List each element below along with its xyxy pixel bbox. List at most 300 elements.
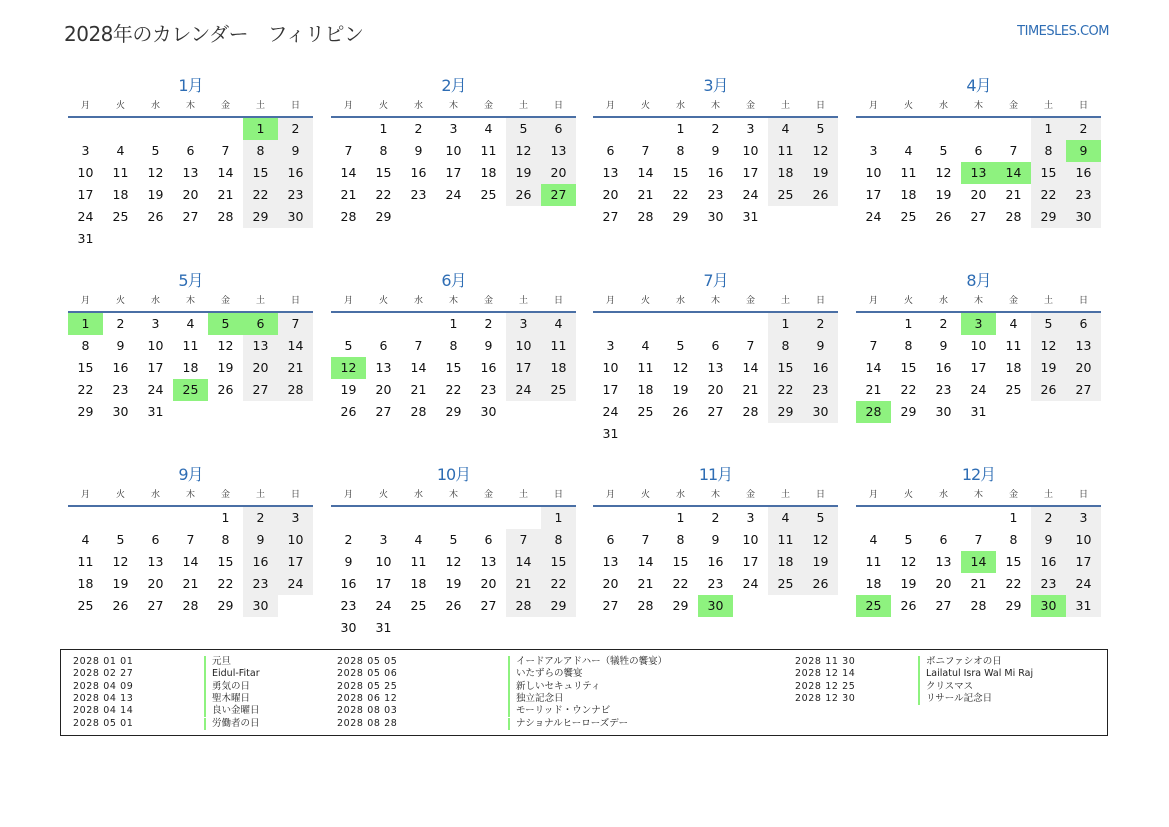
day-cell: 4 [81,532,90,547]
day-cell: 8 [768,335,803,357]
week-row [331,401,576,423]
day-cell: 8 [1009,532,1018,547]
day-cell: 11 [865,554,882,569]
day-cell: 18 [541,357,576,379]
day-cell: 12 [935,165,952,180]
day-cell: 14 [637,165,654,180]
day-cell: 9 [711,532,720,547]
empty-cell [173,507,208,529]
day-cell: 19 [217,360,234,375]
weekday-label: 日 [553,490,563,500]
day-cell: 30 [480,404,497,419]
day-cell: 10 [278,529,313,551]
day-cell: 27 [541,184,576,206]
day-cell: 1 [1009,510,1018,525]
day-cell: 2 [278,118,313,140]
day-cell: 29 [1031,206,1066,228]
day-cell: 21 [506,573,541,595]
day-cell: 17 [742,165,759,180]
weekday-header [68,98,313,118]
empty-cell [173,228,208,250]
day-cell: 25 [768,184,803,206]
day-cell: 17 [375,576,392,591]
day-cell: 27 [935,598,952,613]
week-row [856,529,1101,551]
weekday-label: 火 [115,101,125,111]
weekday-label: 水 [938,296,948,306]
empty-cell [138,228,173,250]
day-cell: 16 [340,576,357,591]
day-cell: 29 [217,598,234,613]
day-cell: 20 [707,382,724,397]
day-cell: 20 [243,357,278,379]
day-cell: 3 [506,313,541,335]
weekday-label: 月 [605,490,615,500]
weekday-label: 土 [1043,490,1053,500]
empty-cell [208,118,243,140]
empty-cell [593,507,628,529]
day-cell: 27 [602,598,619,613]
weekday-label: 火 [115,490,125,500]
holiday-date: 2028 11 30 [795,656,856,667]
day-cell: 4 [116,143,125,158]
day-cell: 1 [541,507,576,529]
day-cell: 29 [375,209,392,224]
day-cell: 7 [641,143,650,158]
day-cell: 21 [1005,187,1022,202]
day-cell: 10 [506,335,541,357]
holiday-date: 2028 12 30 [795,692,856,704]
day-cell: 30 [243,595,278,617]
day-cell: 24 [970,382,987,397]
day-cell: 30 [1066,206,1101,228]
day-cell: 18 [768,162,803,184]
empty-cell [208,401,243,423]
weekday-label: 月 [343,101,353,111]
week-row [856,507,1101,529]
day-cell: 29 [672,598,689,613]
week-row [856,573,1101,595]
day-cell: 17 [77,187,94,202]
site-link[interactable]: TIMESLES.COM [1017,24,1109,39]
empty-cell [331,507,366,529]
weekday-label: 木 [448,490,458,500]
empty-cell [803,206,838,228]
week-row [856,335,1101,357]
day-cell: 8 [676,143,685,158]
day-cell: 14 [506,551,541,573]
day-cell: 21 [278,357,313,379]
day-cell: 16 [1031,551,1066,573]
weekday-label: 日 [815,101,825,111]
month-block [331,463,576,639]
week-row [331,335,576,357]
holiday-date: 2028 04 13 [73,692,134,704]
day-cell: 15 [541,551,576,573]
day-cell: 13 [480,554,497,569]
day-cell: 28 [278,379,313,401]
empty-cell [803,423,838,445]
day-cell: 6 [1066,313,1101,335]
day-cell: 3 [449,121,458,136]
day-cell: 23 [803,379,838,401]
week-row [68,335,313,357]
weekday-label: 火 [903,101,913,111]
week-row [68,529,313,551]
weekday-label: 土 [518,101,528,111]
weekday-label: 金 [483,296,493,306]
day-cell: 6 [541,118,576,140]
day-cell: 28 [340,209,357,224]
weekday-label: 金 [483,490,493,500]
day-cell: 24 [77,209,94,224]
day-cell: 12 [1031,335,1066,357]
weekday-label: 金 [1008,490,1018,500]
empty-cell [541,401,576,423]
empty-cell [243,228,278,250]
day-cell: 1 [768,313,803,335]
day-cell: 27 [602,209,619,224]
day-cell: 7 [746,338,755,353]
week-row [331,140,576,162]
week-row [68,551,313,573]
holiday-name: イードアルアドハー（犠牲の饗宴） [508,656,667,668]
weekday-label: 土 [255,490,265,500]
day-cell: 29 [900,404,917,419]
day-cell: 10 [602,360,619,375]
day-cell: 16 [1066,162,1101,184]
empty-cell [506,401,541,423]
day-cell: 2 [1066,118,1101,140]
day-cell: 15 [77,360,94,375]
day-cell: 27 [970,209,987,224]
day-cell: 19 [900,576,917,591]
holiday-name: 聖木曜日 [204,693,250,705]
day-cell: 15 [243,162,278,184]
month-name: 11月 [698,465,733,484]
day-cell: 18 [112,187,129,202]
day-cell: 22 [445,382,462,397]
week-row [331,379,576,401]
day-cell: 15 [445,360,462,375]
empty-cell [138,507,173,529]
week-row [331,206,576,228]
day-cell: 25 [480,187,497,202]
empty-cell [856,507,891,529]
day-cell: 25 [768,573,803,595]
weekday-label: 日 [815,296,825,306]
week-row [856,357,1101,379]
weekday-label: 火 [378,101,388,111]
day-cell: 8 [81,338,90,353]
week-row [856,162,1101,184]
day-cell: 1 [68,313,103,335]
empty-cell [961,507,996,529]
empty-cell [436,617,471,639]
day-cell: 19 [112,576,129,591]
weekday-label: 金 [745,490,755,500]
month-name: 9月 [178,465,203,484]
empty-cell [663,313,698,335]
day-cell: 5 [939,143,948,158]
week-row [856,551,1101,573]
day-cell: 19 [506,162,541,184]
week-row [68,313,313,335]
weekday-label: 月 [80,101,90,111]
week-row [593,184,838,206]
day-cell: 11 [768,529,803,551]
day-cell: 2 [939,316,948,331]
holiday-name: 労働者の日 [204,718,260,730]
empty-cell [768,595,803,617]
day-cell: 20 [970,187,987,202]
day-cell: 27 [147,598,164,613]
day-cell: 1 [1031,118,1066,140]
day-cell: 16 [278,162,313,184]
empty-cell [138,118,173,140]
day-cell: 8 [243,140,278,162]
day-cell: 14 [637,554,654,569]
empty-cell [856,118,891,140]
day-cell: 22 [1031,184,1066,206]
day-cell: 7 [344,143,353,158]
month-name: 7月 [703,271,728,290]
day-cell: 3 [379,532,388,547]
day-cell: 3 [81,143,90,158]
week-row [856,206,1101,228]
empty-cell [208,228,243,250]
weekday-label: 火 [378,296,388,306]
day-cell: 31 [742,209,759,224]
empty-cell [436,206,471,228]
day-cell: 30 [707,209,724,224]
day-cell: 26 [803,573,838,595]
day-cell: 2 [116,316,125,331]
day-cell: 23 [480,382,497,397]
day-cell: 27 [707,404,724,419]
day-cell: 15 [900,360,917,375]
day-cell: 21 [970,576,987,591]
day-cell: 22 [217,576,234,591]
day-cell: 6 [606,143,615,158]
day-cell: 7 [414,338,423,353]
day-cell: 17 [445,165,462,180]
week-row [856,595,1101,617]
day-cell: 18 [182,360,199,375]
day-cell: 23 [707,187,724,202]
empty-cell [768,423,803,445]
empty-cell [1031,401,1066,423]
holiday-date: 2028 04 14 [73,705,134,717]
weekday-label: 金 [220,490,230,500]
day-cell: 29 [445,404,462,419]
day-cell: 1 [676,121,685,136]
day-cell: 1 [904,316,913,331]
day-cell: 9 [484,338,493,353]
day-cell: 24 [375,598,392,613]
day-cell: 2 [1031,507,1066,529]
weekday-label: 土 [780,490,790,500]
day-cell: 26 [340,404,357,419]
weekday-header [856,487,1101,507]
day-cell: 13 [602,165,619,180]
holiday-date: 2028 08 03 [337,705,398,717]
day-cell: 21 [637,187,654,202]
day-cell: 23 [1031,573,1066,595]
day-cell: 19 [147,187,164,202]
weekday-header [68,293,313,313]
day-cell: 11 [541,335,576,357]
day-cell: 17 [970,360,987,375]
day-cell: 2 [711,510,720,525]
weekday-label: 木 [448,296,458,306]
month-block [68,463,313,617]
day-cell: 15 [768,357,803,379]
weekday-label: 木 [185,490,195,500]
day-cell: 20 [147,576,164,591]
day-cell: 31 [147,404,164,419]
empty-cell [803,595,838,617]
day-cell: 28 [182,598,199,613]
day-cell: 4 [768,507,803,529]
week-row [68,357,313,379]
day-cell: 20 [1066,357,1101,379]
empty-cell [733,423,768,445]
month-block [331,269,576,423]
day-cell: 18 [1005,360,1022,375]
week-row [856,313,1101,335]
day-cell: 29 [768,401,803,423]
day-cell: 21 [217,187,234,202]
weekday-label: 月 [343,296,353,306]
weekday-label: 土 [1043,296,1053,306]
weekday-label: 日 [1078,296,1088,306]
day-cell: 2 [414,121,423,136]
day-cell: 4 [1009,316,1018,331]
day-cell: 10 [445,143,462,158]
day-cell: 7 [1009,143,1018,158]
weekday-label: 土 [255,296,265,306]
day-cell: 28 [856,401,891,423]
weekday-label: 土 [255,101,265,111]
weekday-label: 月 [80,490,90,500]
holiday-name: Lailatul Isra Wal Mi Raj [918,668,1033,680]
week-row [331,507,576,529]
holiday-name: 元旦 [204,656,231,668]
day-cell: 18 [77,576,94,591]
empty-cell [68,118,103,140]
day-cell: 21 [865,382,882,397]
weekday-header [68,487,313,507]
empty-cell [541,617,576,639]
day-cell: 9 [116,338,125,353]
day-cell: 3 [1066,507,1101,529]
weekday-label: 木 [185,101,195,111]
empty-cell [366,313,401,335]
day-cell: 16 [480,360,497,375]
day-cell: 8 [221,532,230,547]
empty-cell [471,206,506,228]
day-cell: 23 [278,184,313,206]
empty-cell [103,507,138,529]
weekday-label: 木 [710,296,720,306]
day-cell: 16 [803,357,838,379]
day-cell: 6 [484,532,493,547]
week-row [593,357,838,379]
day-cell: 21 [340,187,357,202]
empty-cell [663,423,698,445]
weekday-header [331,487,576,507]
day-cell: 12 [112,554,129,569]
day-cell: 25 [173,379,208,401]
day-cell: 20 [541,162,576,184]
month-name: 12月 [961,465,996,484]
day-cell: 3 [869,143,878,158]
day-cell: 6 [939,532,948,547]
month-block [856,74,1101,228]
empty-cell [891,507,926,529]
day-cell: 24 [742,187,759,202]
day-cell: 9 [243,529,278,551]
day-cell: 13 [602,554,619,569]
day-cell: 11 [480,143,497,158]
day-cell: 24 [278,573,313,595]
day-cell: 16 [935,360,952,375]
day-cell: 23 [410,187,427,202]
day-cell: 27 [182,209,199,224]
day-cell: 21 [410,382,427,397]
holiday-list [60,649,1108,736]
weekday-label: 日 [290,296,300,306]
day-cell: 10 [970,338,987,353]
day-cell: 14 [961,551,996,573]
day-cell: 22 [900,382,917,397]
weekday-label: 金 [483,101,493,111]
day-cell: 24 [865,209,882,224]
empty-cell [173,118,208,140]
weekday-label: 月 [868,490,878,500]
holiday-name: クリスマス [918,681,973,693]
week-row [68,206,313,228]
holiday-name: ナショナルヒーローズデー [508,718,628,730]
day-cell: 15 [1005,554,1022,569]
weekday-label: 水 [150,490,160,500]
day-cell: 5 [803,507,838,529]
weekday-label: 水 [413,296,423,306]
day-cell: 26 [935,209,952,224]
holiday-date: 2028 08 28 [337,717,398,729]
weekday-label: 月 [605,296,615,306]
day-cell: 26 [445,598,462,613]
empty-cell [698,423,733,445]
day-cell: 9 [1066,140,1101,162]
day-cell: 16 [707,554,724,569]
day-cell: 12 [900,554,917,569]
empty-cell [628,313,663,335]
weekday-label: 月 [868,101,878,111]
day-cell: 11 [900,165,917,180]
week-row [68,140,313,162]
empty-cell [628,118,663,140]
day-cell: 22 [77,382,94,397]
holiday-date: 2028 12 14 [795,668,856,680]
empty-cell [506,206,541,228]
day-cell: 23 [935,382,952,397]
day-cell: 26 [112,598,129,613]
weekday-label: 金 [745,101,755,111]
weekday-label: 水 [675,296,685,306]
day-cell: 14 [182,554,199,569]
